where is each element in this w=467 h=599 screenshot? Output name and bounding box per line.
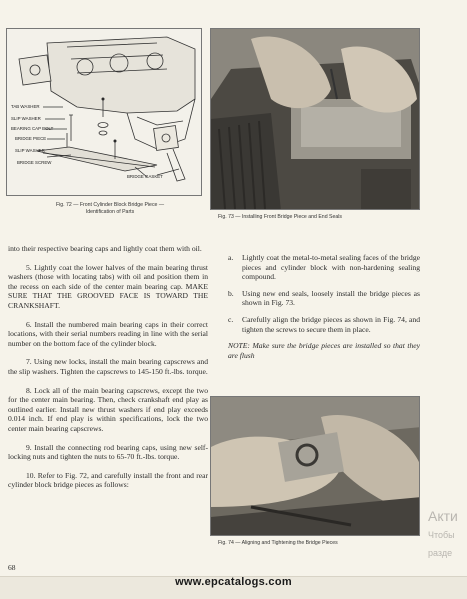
substep-b — [228, 289, 420, 308]
substep-b-text: Using new end seals, loosely install the bridge pieces as shown in Fig. 73. — [242, 288, 420, 308]
step-6: 6. Install the numbered main bearing caps in their correct locations, with their serial numbers reading in line with the serial number on the bottom face of the cylinder block. — [8, 319, 208, 348]
right-column — [228, 253, 420, 369]
left-column — [8, 244, 208, 499]
step-5: 5. Lightly coat the lower halves of the main bearing thrust washers (those with locating tabs) with oil and position them in the recess on each side of the center main bearing cap. MAKE SURE THAT THE GROOVED FACE IS TOWARD THE CRANKSHAFT. — [8, 262, 208, 310]
label-slip-washer: SLIP WASHER — [11, 116, 41, 121]
watermark-line2: Чтобы — [428, 530, 455, 540]
figure-74-photo — [210, 396, 420, 536]
watermark-line1: Акти — [428, 508, 458, 524]
figure-72-caption-line2: Identification of Parts — [85, 208, 135, 215]
substep-b-marker: b. — [228, 288, 234, 298]
step-10: 10. Refer to Fig. 72, and carefully install the front and rear cylinder block bridge pieces as follows: — [8, 470, 208, 490]
substep-c — [228, 315, 420, 334]
label-bridge-gasket: BRIDGE GASKET — [127, 174, 163, 179]
label-bridge-piece: BRIDGE PIECE — [15, 136, 47, 141]
paragraph-continued: into their respective bearing caps and lightly coat them with oil. — [8, 244, 202, 253]
substep-a — [228, 253, 420, 282]
photo-hands-installing-bridge — [211, 29, 420, 210]
figure-72-caption — [30, 202, 190, 216]
photo-hands-aligning-bridge — [211, 397, 420, 536]
figure-72-caption-line1: Fig. 72 — Front Cylinder Block Bridge Piece — — [55, 202, 165, 208]
footer-url[interactable]: www.epcatalogs.com — [175, 576, 292, 588]
step-7: 7. Using new locks, install the main bearing capscrews and the slip washers. Tighten the capscrews to 145-150 ft.-lbs. torque. — [8, 357, 208, 376]
figure-74-caption: Fig. 74 — Aligning and Tightening the Bridge Pieces — [218, 540, 338, 546]
label-bearing-cap-bolt: BEARING CAP BOLT — [11, 126, 54, 131]
label-slip-washer-2: SLIP WASHER — [15, 148, 45, 153]
engine-block-line-art — [7, 29, 202, 196]
figure-72-drawing — [6, 28, 202, 196]
figure-73-caption: Fig. 73 — Installing Front Bridge Piece and End Seals — [218, 214, 342, 220]
label-bridge-screw: BRIDGE SCREW — [17, 160, 52, 165]
figure-73-photo — [210, 28, 420, 210]
label-tab-washer: TAB WASHER — [11, 104, 40, 109]
substep-c-marker: c. — [228, 314, 234, 324]
substep-c-text: Carefully align the bridge pieces as shown in Fig. 74, and tighten the screws to secure them in place. — [242, 314, 420, 334]
watermark-line3: разде — [428, 548, 453, 558]
step-9: 9. Install the connecting rod bearing caps, using new self-locking nuts and tighten the nuts to 65-70 ft.-lbs. torque. — [8, 442, 208, 462]
step-8: 8. Lock all of the main bearing capscrews, except the two for the center main bearing. Then, check crankshaft end play as outlined earlier. Install new thrust washers if end play exceeds 0.014 inch. If end play is within specifications, lock the two center main bearing capscrews. — [8, 385, 208, 433]
note-flush: NOTE: Make sure the bridge pieces are installed so that they are flush — [228, 341, 420, 360]
substep-a-text: Lightly coat the metal-to-metal sealing faces of the bridge pieces and cylinder block with non-hardening sealing compound. — [242, 253, 420, 282]
page-number: 68 — [8, 563, 16, 572]
substep-a-marker: a. — [228, 253, 234, 262]
